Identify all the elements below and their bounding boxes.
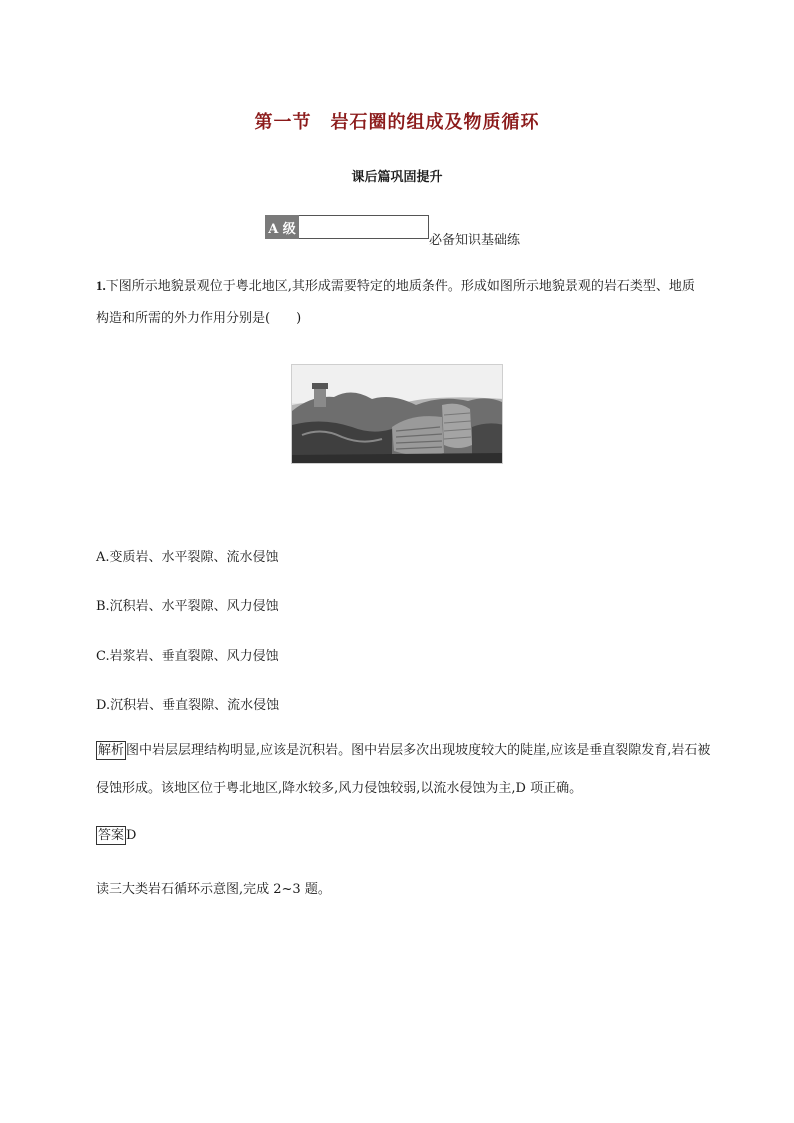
landform-photo (291, 364, 503, 464)
next-question-intro: 读三大类岩石循环示意图,完成 2~3 题。 (96, 882, 331, 897)
level-label: 必备知识基础练 (429, 233, 521, 248)
question-stem (96, 270, 706, 335)
answer-block (96, 826, 136, 845)
level-badge: A 级 (265, 215, 299, 239)
analysis-text: 图中岩层层理结构明显,应该是沉积岩。图中岩层多次出现坡度较大的陡崖,应该是垂直裂隙发育,岩石被侵蚀形成。该地区位于粤北地区,降水较多,风力侵蚀较弱,以流水侵蚀为主,D 项正确。 (96, 743, 711, 796)
option-a: A.变质岩、水平裂隙、流水侵蚀 (96, 550, 279, 565)
page-subtitle: 课后篇巩固提升 (351, 170, 443, 185)
question-number: 1. (96, 278, 106, 293)
landform-illustration (292, 365, 503, 464)
option-c: C.岩浆岩、垂直裂隙、风力侵蚀 (96, 649, 279, 664)
page-title: 第一节 岩石圈的组成及物质循环 (254, 112, 540, 133)
option-d: D.沉积岩、垂直裂隙、流水侵蚀 (96, 698, 280, 713)
analysis-tag: 解析 (98, 743, 125, 758)
option-b: B.沉积岩、水平裂隙、风力侵蚀 (96, 599, 279, 614)
answer-tag: 答案 (98, 828, 125, 843)
answer-value: D (126, 828, 137, 843)
question-text: 下图所示地貌景观位于粤北地区,其形成需要特定的地质条件。形成如图所示地貌景观的岩石类型、地质构造和所需的外力作用分别是( ) (96, 279, 695, 326)
level-box (299, 215, 429, 239)
analysis-block (96, 732, 716, 808)
